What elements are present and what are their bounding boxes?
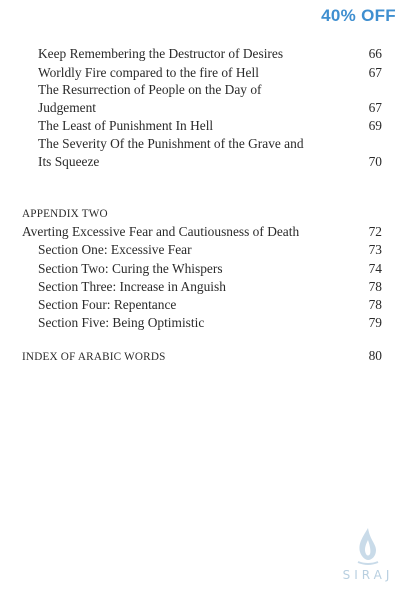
toc-entry-page: 67 (368, 100, 382, 115)
appendix-section-title: Section One: Excessive Fear (38, 242, 192, 257)
appendix-section-title: Section Four: Repentance (38, 297, 177, 312)
index-page: 80 (368, 348, 382, 363)
toc-entry-title: Keep Remembering the Destructor of Desires (38, 46, 284, 61)
appendix-section-title: Section Two: Curing the Whispers (38, 261, 223, 276)
toc-entry-page: 66 (368, 46, 382, 61)
toc-entry-title: Worldly Fire compared to the fire of Hell (38, 65, 259, 80)
appendix-section-page: 74 (368, 261, 382, 276)
appendix-section-page: 78 (368, 279, 382, 294)
toc-entry-page: 69 (368, 118, 382, 133)
appendix-main-page: 72 (368, 224, 382, 239)
discount-badge: 40% OFF (321, 6, 396, 25)
appendix-section-title: Section Five: Being Optimistic (38, 315, 205, 330)
siraj-logo (336, 524, 400, 586)
toc-entry-title: The Severity Of the Punishment of the Grave and (38, 136, 304, 151)
appendix-section-page: 78 (368, 297, 382, 312)
appendix-main-title: Averting Excessive Fear and Cautiousness of Death (22, 224, 300, 239)
appendix-section-page: 73 (368, 242, 382, 257)
toc-entry-title: The Resurrection of People on the Day of (38, 82, 262, 97)
toc-entry-title: Its Squeeze (38, 154, 100, 169)
toc-entry-title: The Least of Punishment In Hell (38, 118, 214, 133)
toc-entry-page: 70 (368, 154, 382, 169)
flame-icon (336, 524, 400, 568)
appendix-section-title: Section Three: Increase in Anguish (38, 279, 226, 294)
appendix-section-page: 79 (368, 315, 382, 330)
index-title: INDEX OF ARABIC WORDS (22, 351, 166, 363)
toc-entry-page: 67 (368, 65, 382, 80)
appendix-heading: APPENDIX TWO (22, 208, 108, 220)
logo-text: SIRAJ (342, 568, 394, 582)
toc-entry-title: Judgement (38, 100, 97, 115)
